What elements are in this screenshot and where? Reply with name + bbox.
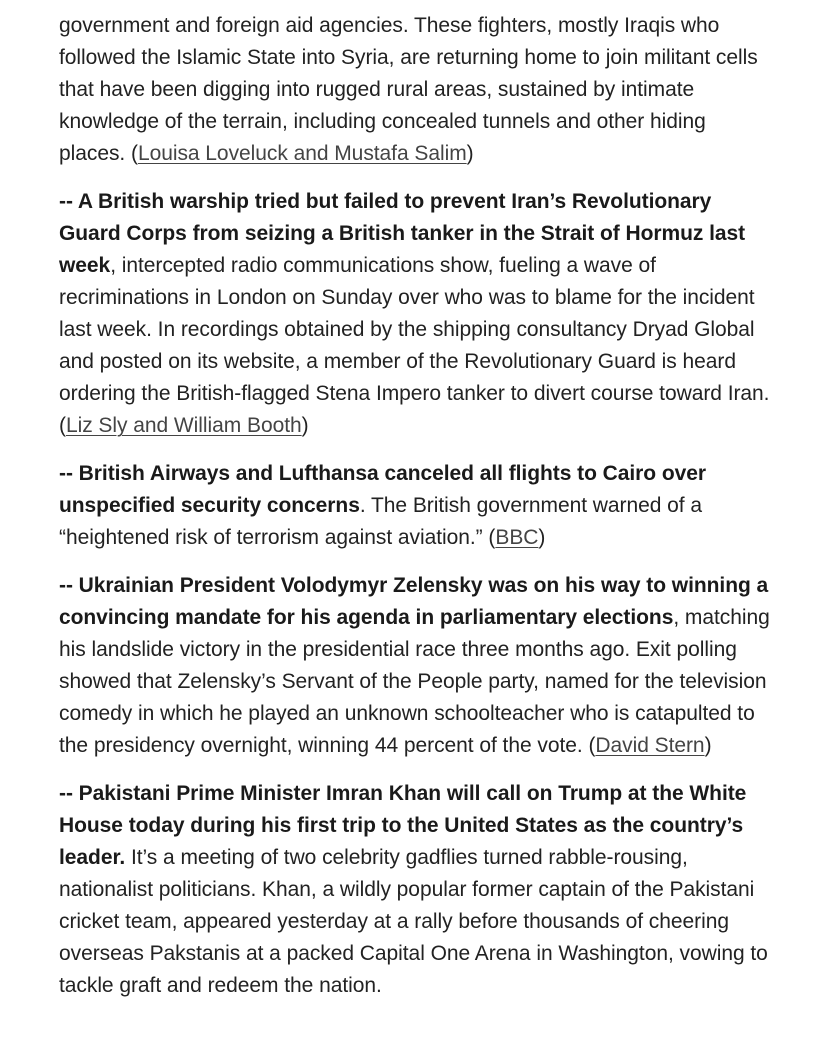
news-item-zelensky — [59, 570, 771, 762]
item-body: , matching his landslide victory in the presidential race three months ago. Exit polling showed that Zelensky’s Servant of the People party, named for the television comedy in which he played an unknown schoolteacher who is catapulted to the presidency overnight, winning 44 percent of the vote. — [59, 606, 770, 757]
item-body: , intercepted radio communications show, fueling a wave of recriminations in London on Sunday over who was to blame for the incident last week. In recordings obtained by the shipping consultancy Dryad Global and posted on its website, a member of the Revolutionary Guard is heard ordering the British-flagged Stena Impero tanker to divert course toward Iran. — [59, 254, 770, 405]
headline-lead: -- British Airways and Lufthansa canceled all flights to Cairo over unspecified security concerns — [59, 462, 707, 517]
item-body: . The British government warned of a “heightened risk of terrorism against aviation.” — [59, 494, 702, 549]
headline-lead: -- Ukrainian President Volodymyr Zelensky was on his way to winning a convincing mandate for his agenda in parliamentary elections — [59, 574, 769, 629]
source-paren-open: ( — [59, 414, 66, 437]
headline-lead: -- A British warship tried but failed to prevent Iran’s Revolutionary Guard Corps from seizing a British tanker in the Strait of Hormuz last week — [59, 190, 746, 277]
source-link-bbc[interactable]: BBC — [495, 526, 539, 549]
item-body: government and foreign aid agencies. These fighters, mostly Iraqis who followed the Islamic State into Syria, are returning home to join militant cells that have been digging into rugged rural areas, sustained by intimate knowledge of the terrain, including concealed tunnels and other hiding places. — [59, 14, 758, 165]
headline-lead: -- Pakistani Prime Minister Imran Khan will call on Trump at the White House today during his first trip to the United States as the country’s leader. — [59, 782, 747, 869]
source-paren-open: ( — [488, 526, 496, 549]
source-link-stern[interactable]: David Stern — [595, 734, 705, 757]
source-paren-close: ) — [704, 734, 712, 757]
news-item-isis-fighters — [59, 10, 771, 170]
source-paren-close: ) — [301, 414, 309, 437]
source-paren-close: ) — [538, 526, 546, 549]
item-body: It’s a meeting of two celebrity gadflies turned rabble-rousing, nationalist politicians. Khan, a wildly popular former captain of the Pakistani cricket team, appeared yesterday at a rally before thousands of cheering overseas Pakstanis at a packed Capital One Arena in Washington, vowing to tackle graft and redeem the nation. — [59, 846, 768, 997]
source-paren-close: ) — [466, 142, 474, 165]
source-link-loveluck-salim[interactable]: Louisa Loveluck and Mustafa Salim — [137, 142, 467, 165]
news-item-cairo-flights — [59, 458, 771, 554]
source-paren-open: ( — [588, 734, 596, 757]
newsletter-body — [59, 10, 771, 1018]
news-item-imran-khan — [59, 778, 771, 1002]
source-paren-open: ( — [130, 142, 138, 165]
news-item-british-warship — [59, 186, 771, 442]
source-link-sly-booth[interactable]: Liz Sly and William Booth — [65, 414, 302, 437]
